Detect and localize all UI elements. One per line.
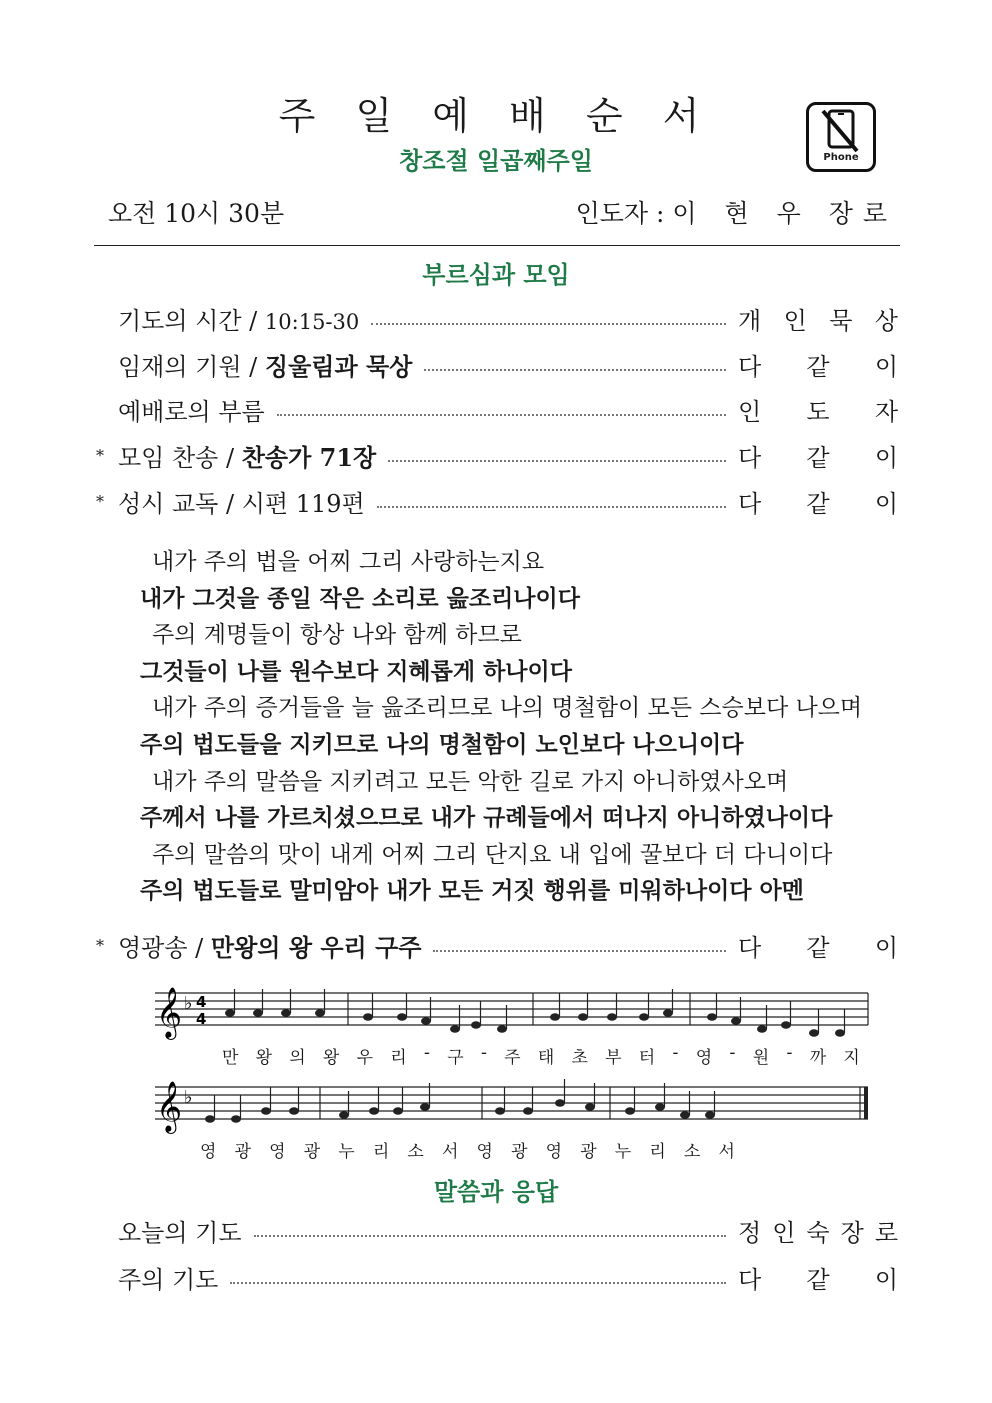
lyric-syllable: 원 xyxy=(752,1048,770,1068)
lyric-syllable: 왕 xyxy=(322,1048,340,1068)
note-head xyxy=(261,1107,271,1115)
note-head xyxy=(289,1107,299,1115)
lyric-syllable: 영 xyxy=(200,1142,217,1162)
section-heading-gathering: 부르심과 모임 xyxy=(422,261,570,289)
reading-line-people: 그것들이 나를 원수보다 지혜롭게 하나이다 xyxy=(140,658,572,685)
lyric-syllable: 소 xyxy=(683,1142,701,1162)
lyric-syllable: 영 xyxy=(695,1048,713,1068)
note-head xyxy=(578,1013,588,1021)
note-head xyxy=(231,1115,241,1123)
lyric-syllable: 구 xyxy=(447,1048,464,1068)
note-head xyxy=(363,1013,373,1021)
reading-line-people: 주께서 나를 가르치셨으므로 내가 규례들에서 떠나지 아니하였나이다 xyxy=(140,805,833,832)
note-head xyxy=(663,1009,673,1017)
order-item-label: 주의 기도 xyxy=(118,1265,219,1294)
note-head xyxy=(550,1013,560,1021)
note-head xyxy=(705,1111,715,1119)
order-item-label: 임재의 기원 / 징울림과 묵상 xyxy=(118,351,413,381)
reading-line-leader: 주의 말씀의 맛이 내게 어찌 그리 단지요 내 입에 꿀보다 더 다니이다 xyxy=(152,841,833,868)
lyric-syllable: 부 xyxy=(605,1048,622,1068)
time-sig-bottom: 4 xyxy=(196,1010,207,1028)
reading-line-leader: 내가 주의 말씀을 지키려고 모든 악한 길로 가지 아니하였사오며 xyxy=(152,768,789,795)
lyric-syllable: 주 xyxy=(504,1048,521,1068)
standing-mark: * xyxy=(96,445,104,465)
note-head xyxy=(655,1103,665,1111)
reading-line-people: 주의 법도들로 말미암아 내가 모든 거짓 행위를 미워하나이다 아멘 xyxy=(140,878,804,905)
flat-icon: ♭ xyxy=(184,1087,193,1108)
note-head xyxy=(450,1025,460,1033)
staff-line-2 xyxy=(155,1087,868,1119)
order-item-label: 오늘의 기도 xyxy=(118,1218,242,1247)
lyric-syllable: 리 xyxy=(390,1048,407,1068)
note-head xyxy=(607,1013,617,1021)
dot-leader xyxy=(277,411,726,416)
order-item xyxy=(96,435,898,475)
note-head xyxy=(393,1107,403,1115)
note-head xyxy=(397,1013,407,1021)
lyric-syllable: 누 xyxy=(614,1142,632,1162)
standing-mark: * xyxy=(96,491,104,511)
note-head xyxy=(253,1009,263,1017)
order-item-label: 기도의 시간 / 10:15-30 xyxy=(118,306,360,335)
reading-line-leader: 내가 주의 증거들을 늘 읊조리므로 나의 명철함이 모든 스승보다 나으며 xyxy=(152,695,863,722)
note-head xyxy=(835,1029,845,1037)
note-head xyxy=(369,1107,379,1115)
order-item xyxy=(96,481,898,521)
lyric-syllable: 태 xyxy=(537,1048,555,1068)
note-head xyxy=(809,1029,819,1037)
note-head xyxy=(680,1111,690,1119)
order-item xyxy=(96,389,898,429)
note-head xyxy=(523,1107,533,1115)
order-item-label: 성시 교독 / 시편 119편 xyxy=(118,489,365,518)
order-item-performer: 다 같 이 xyxy=(738,1265,898,1294)
order-item-performer: 인 도 자 xyxy=(738,397,898,426)
lyric-syllable: 우 xyxy=(356,1048,373,1068)
lyric-syllable: 까 xyxy=(809,1048,827,1068)
dot-leader xyxy=(254,1232,726,1237)
dot-leader xyxy=(433,947,726,952)
lyric-syllable: 초 xyxy=(571,1048,588,1068)
order-item-label: 영광송 / 만왕의 왕 우리 구주 xyxy=(118,932,422,962)
leader-name: 이 현 우 장로 xyxy=(672,199,897,228)
lyric-syllable: 누 xyxy=(338,1142,355,1162)
note-head xyxy=(471,1021,481,1029)
note-head xyxy=(585,1103,595,1111)
dot-leader xyxy=(388,457,726,462)
lyric-syllable: 서 xyxy=(441,1142,459,1162)
lyric-syllable: 광 xyxy=(511,1142,528,1162)
lyric-syllable: 지 xyxy=(843,1048,860,1068)
order-item-performer: 개 인 묵 상 xyxy=(738,306,898,335)
lyrics-line-2 xyxy=(200,1137,735,1162)
note-head xyxy=(707,1013,717,1021)
no-phone-icon xyxy=(806,102,876,172)
lyric-syllable: - xyxy=(423,1043,430,1063)
lyric-syllable: 영 xyxy=(269,1142,286,1162)
flat-icon: ♭ xyxy=(184,993,193,1014)
order-item-performer: 다 같 이 xyxy=(738,489,898,518)
order-item xyxy=(96,344,898,384)
reading-line-people: 주의 법도들을 지키므로 나의 명철함이 노인보다 나으니이다 xyxy=(140,732,744,758)
order-item-performer: 다 같 이 xyxy=(738,352,898,381)
note-head xyxy=(757,1025,767,1033)
dot-leader xyxy=(377,503,726,508)
order-item-performer: 다 같 이 xyxy=(738,443,898,472)
order-item-performer: 다 같 이 xyxy=(738,933,898,962)
lyric-syllable: 광 xyxy=(303,1142,321,1162)
lyric-syllable: - xyxy=(480,1043,487,1063)
lyric-syllable: 소 xyxy=(407,1142,424,1162)
note-head xyxy=(421,1017,431,1025)
reading-line-people: 내가 그것을 종일 작은 소리로 읊조리나이다 xyxy=(140,585,580,612)
lyric-syllable: 의 xyxy=(289,1048,306,1068)
note-head xyxy=(339,1111,349,1119)
lyric-syllable: 광 xyxy=(234,1142,251,1162)
lyric-syllable: - xyxy=(672,1043,679,1063)
note-head xyxy=(420,1103,430,1111)
reading-line-leader: 내가 주의 법을 어찌 그리 사랑하는지요 xyxy=(152,549,545,575)
lyrics-line-1 xyxy=(222,1043,860,1068)
section-heading-word: 말씀과 응답 xyxy=(433,1178,559,1206)
lyric-syllable: - xyxy=(786,1043,793,1063)
lyric-syllable: 왕 xyxy=(255,1048,273,1068)
lyric-syllable: 리 xyxy=(649,1142,666,1162)
treble-clef-icon: 𝄞 xyxy=(156,1081,183,1132)
lyric-syllable: 만 xyxy=(222,1048,239,1068)
service-leader xyxy=(576,196,897,232)
note-head xyxy=(315,1009,325,1017)
lyric-syllable: 광 xyxy=(580,1142,597,1162)
page-subtitle: 창조절 일곱째주일 xyxy=(399,147,593,175)
note-head xyxy=(225,1009,235,1017)
note-head xyxy=(731,1017,741,1025)
reading-line-leader: 주의 계명들이 항상 나와 함께 하므로 xyxy=(152,622,522,649)
time-sig-top: 4 xyxy=(196,993,207,1011)
note-head xyxy=(639,1013,649,1021)
lyric-syllable: 터 xyxy=(638,1048,656,1068)
note-head xyxy=(281,1009,291,1017)
order-item-gloria xyxy=(96,925,898,965)
notes-line-1 xyxy=(225,989,845,1037)
dot-leader xyxy=(230,1279,726,1284)
header-divider xyxy=(94,245,900,246)
lyric-syllable: - xyxy=(729,1043,736,1063)
order-item xyxy=(96,298,898,338)
lyric-syllable: 영 xyxy=(476,1142,493,1162)
notes-line-2 xyxy=(205,1079,715,1123)
leader-label: 인도자 : xyxy=(575,199,665,228)
note-head xyxy=(495,1107,505,1115)
note-head xyxy=(205,1115,215,1123)
dot-leader xyxy=(371,320,726,325)
note-head xyxy=(555,1099,565,1107)
order-item-label: 모임 찬송 / 찬송가 71장 xyxy=(118,442,377,472)
lyric-syllable: 리 xyxy=(372,1142,390,1162)
standing-mark: * xyxy=(96,935,104,955)
order-item xyxy=(96,1210,898,1250)
note-head xyxy=(625,1107,635,1115)
lyric-syllable: 영 xyxy=(545,1142,563,1162)
note-head xyxy=(781,1021,791,1029)
service-time: 오전 10시 30분 xyxy=(108,199,285,228)
order-item-label: 예배로의 부름 xyxy=(118,397,265,426)
page-title: 주 일 예 배 순 서 xyxy=(278,94,714,138)
lyric-syllable: 서 xyxy=(718,1142,735,1162)
order-item-performer: 정 인 숙 장 로 xyxy=(738,1218,898,1247)
treble-clef-icon: 𝄞 xyxy=(156,987,183,1038)
order-item xyxy=(96,1257,898,1297)
phone-icon-label: Phone xyxy=(823,152,859,163)
dot-leader xyxy=(424,366,726,371)
note-head xyxy=(497,1025,507,1033)
